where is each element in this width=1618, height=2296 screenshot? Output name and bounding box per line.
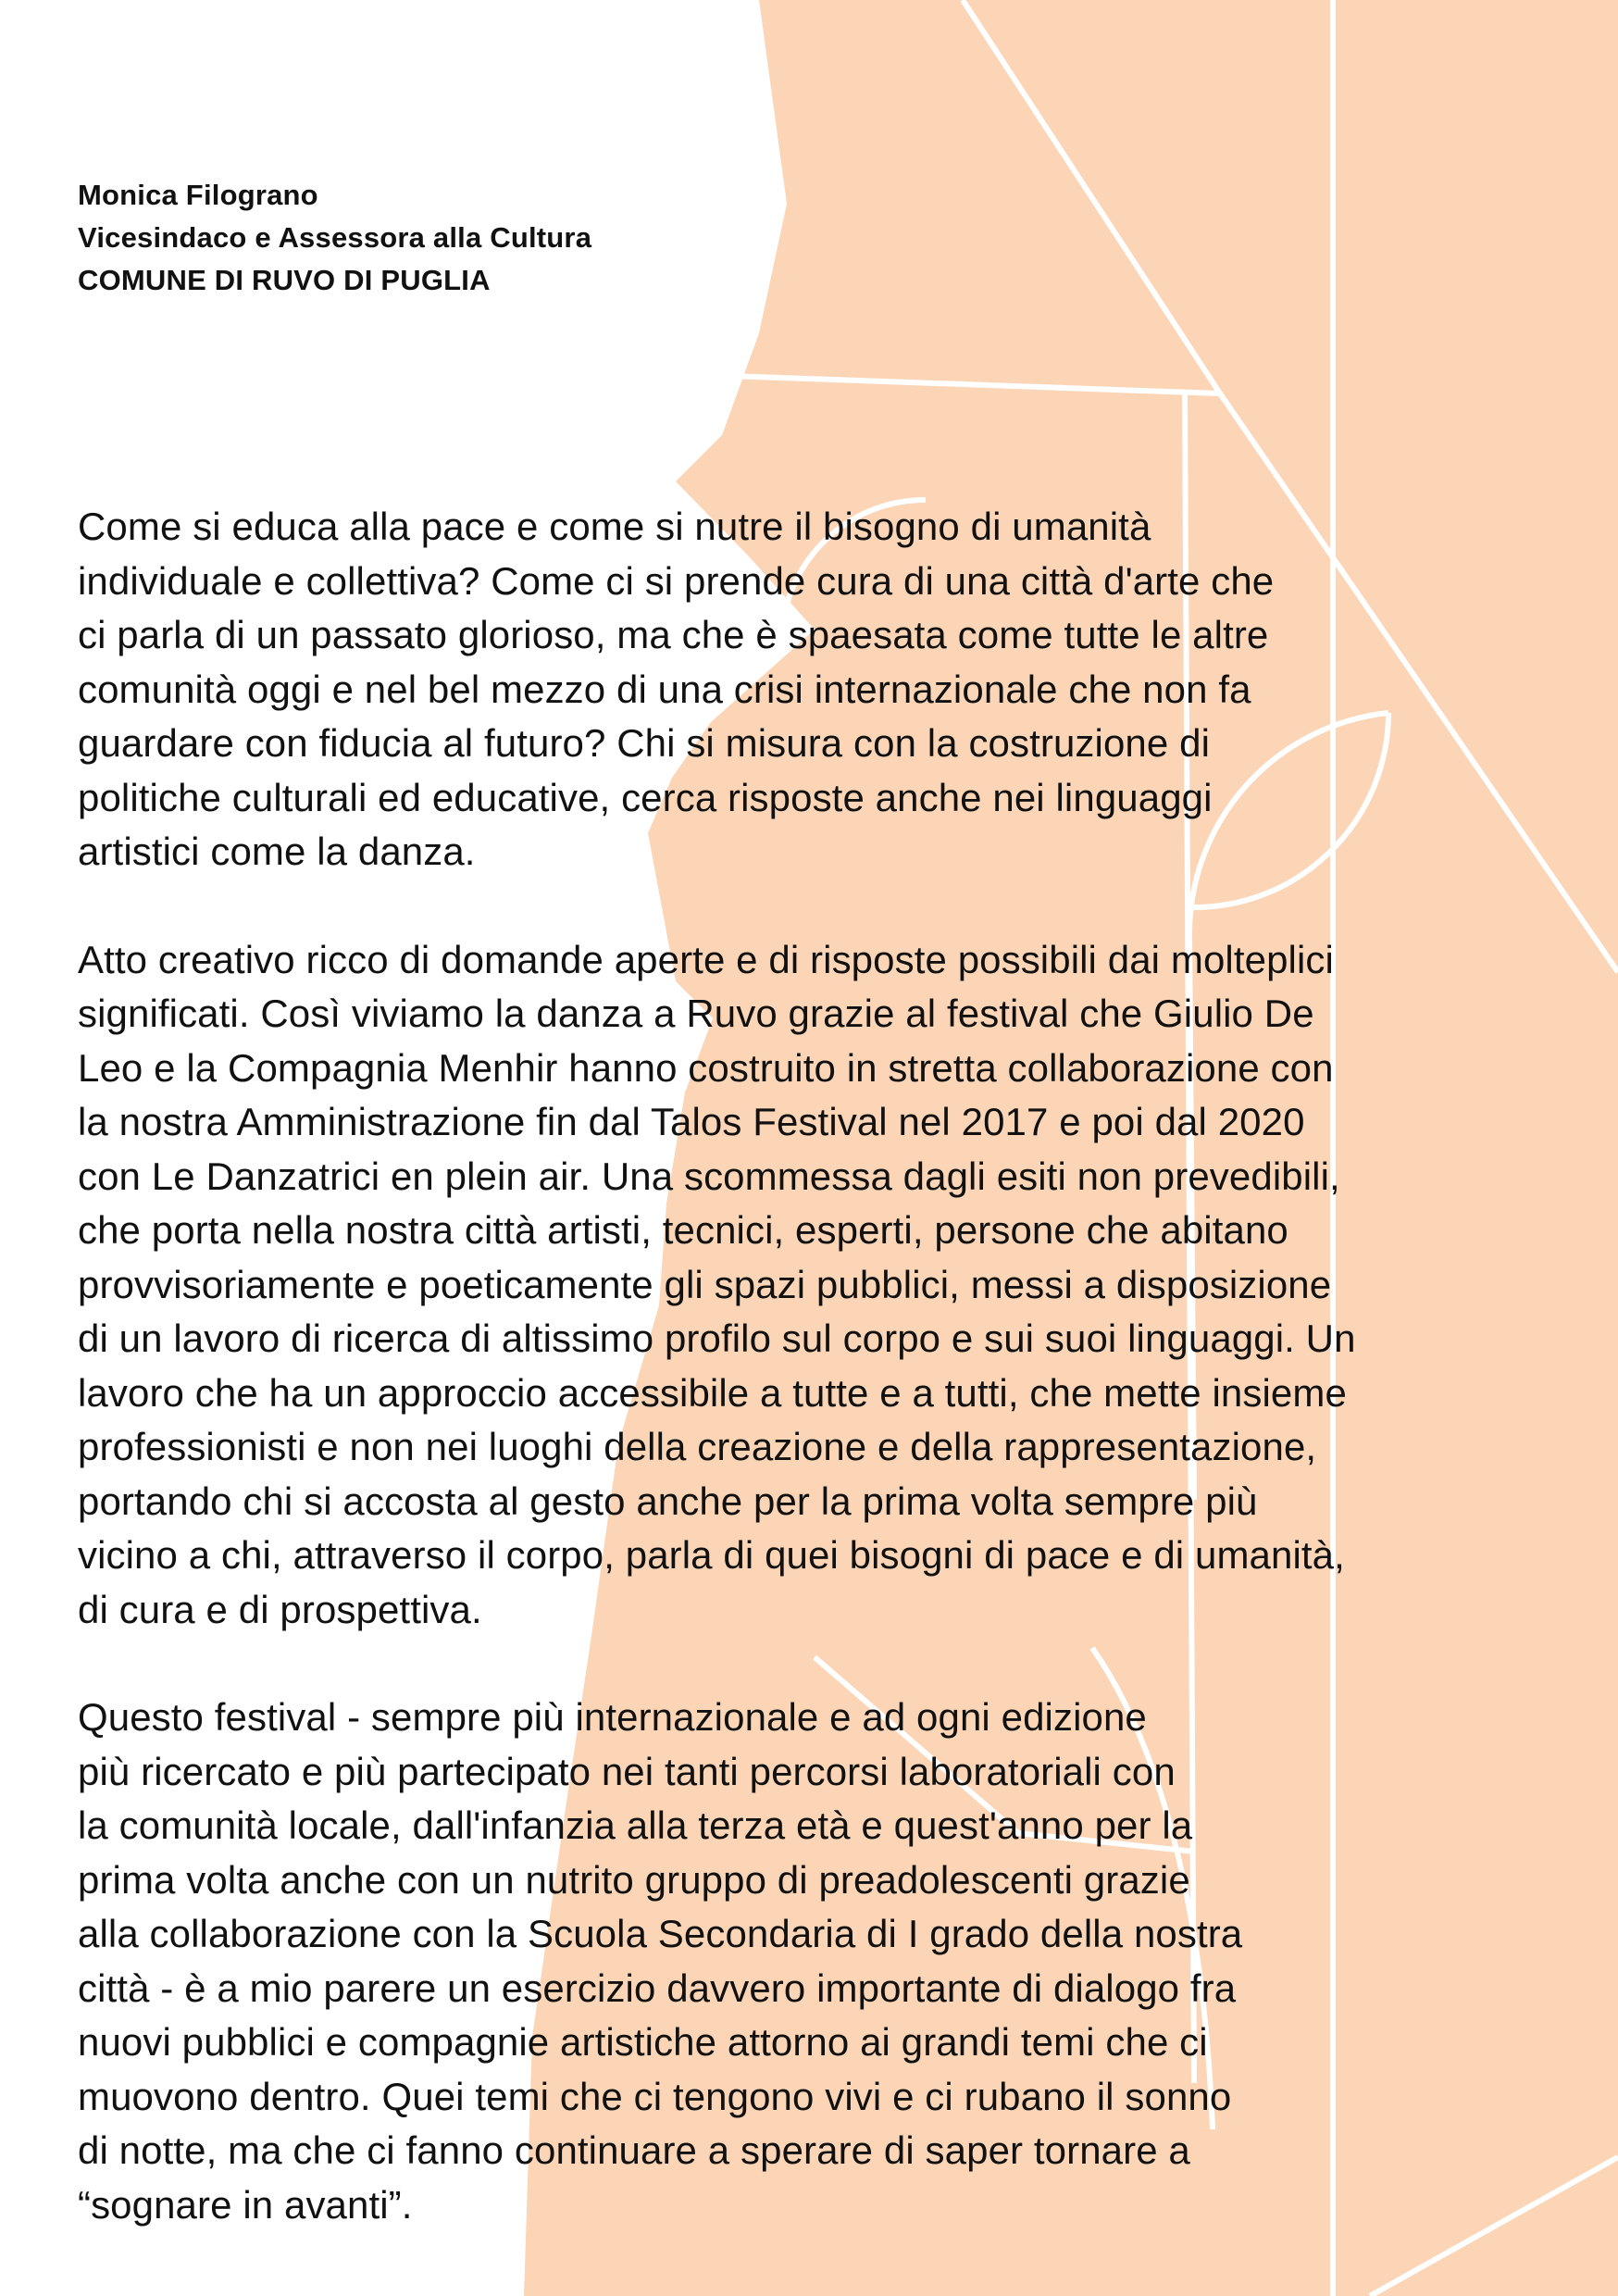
text-line: politiche culturali ed educative, cerca risposte anche nei linguaggi — [78, 775, 1213, 819]
text-line: prima volta anche con un nutrito gruppo di preadolescenti grazie — [78, 1857, 1190, 1902]
text-line: di un lavoro di ricerca di altissimo profilo sul corpo e sui suoi linguaggi. Un — [78, 1316, 1356, 1360]
text-line: nuovi pubblici e compagnie artistiche attorno ai grandi temi che ci — [78, 2020, 1208, 2064]
text-line: significati. Così viviamo la danza a Ruvo grazie al festival che Giulio De — [78, 992, 1314, 1035]
author-name: Monica Filograno — [78, 179, 318, 211]
text-line: di notte, ma che ci fanno continuare a sperare di saper tornare a — [78, 2128, 1190, 2172]
text-line: “sognare in avanti”. — [78, 2182, 413, 2227]
text-line: di cura e di prospettiva. — [78, 1587, 482, 1631]
text-line: Leo e la Compagnia Menhir hanno costruito in stretta collaborazione con — [78, 1045, 1334, 1090]
text-line: guardare con fiducia al futuro? Chi si misura con la costruzione di — [78, 721, 1210, 765]
text-line: la comunità locale, dall'infanzia alla terza età e quest'anno per la — [78, 1803, 1193, 1847]
text-line: con Le Danzatrici en plein air. Una scommessa dagli esiti non prevedibili, — [78, 1154, 1340, 1198]
paragraph-3 — [78, 1691, 1568, 2232]
text-line: comunità oggi e nel bel mezzo di una crisi internazionale che non fa — [78, 667, 1251, 711]
text-line: Come si educa alla pace e come si nutre il bisogno di umanità — [78, 505, 1151, 548]
text-line: vicino a chi, attraverso il corpo, parla di quei bisogni di pace e di umanità, — [78, 1533, 1345, 1577]
text-line: ci parla di un passato glorioso, ma che è spaesata come tutte le altre — [78, 613, 1269, 656]
text-line: professionisti e non nei luoghi della creazione e della rappresentazione, — [78, 1425, 1317, 1468]
text-line: città - è a mio parere un esercizio davvero importante di dialogo fra — [78, 1965, 1237, 2010]
text-line: che porta nella nostra città artisti, tecnici, esperti, persone che abitano — [78, 1208, 1288, 1252]
text-line: muovono dentro. Quei temi che ci tengono vivi e ci rubano il sonno — [78, 2074, 1232, 2118]
text-line: più ricercato e più partecipato nei tanti percorsi laboratoriali con — [78, 1749, 1176, 1793]
text-line: lavoro che ha un approccio accessibile a tutte e a tutti, che mette insieme — [78, 1370, 1347, 1415]
paragraph-1 — [78, 500, 1568, 880]
text-line: portando chi si accosta al gesto anche per la prima volta sempre più — [78, 1479, 1258, 1523]
text-line: individuale e collettiva? Come ci si prende cura di una città d'arte che — [78, 558, 1275, 603]
author-organization: COMUNE DI RUVO DI PUGLIA — [78, 264, 491, 296]
text-line: alla collaborazione con la Scuola Secondaria di I grado della nostra — [78, 1912, 1243, 1955]
text-line: la nostra Amministrazione fin dal Talos Festival nel 2017 e poi dal 2020 — [78, 1100, 1305, 1143]
text-line: artistici come la danza. — [78, 830, 476, 873]
letter-body — [78, 500, 1568, 2286]
text-line: Atto creativo ricco di domande aperte e di risposte possibili dai molteplici — [78, 937, 1334, 981]
author-role: Vicesindaco e Assessora alla Cultura — [78, 221, 592, 254]
paragraph-2 — [78, 933, 1568, 1638]
text-line: provvisoriamente e poeticamente gli spazi pubblici, messi a disposizione — [78, 1262, 1332, 1306]
text-line: Questo festival - sempre più internazionale e ad ogni edizione — [78, 1695, 1147, 1739]
signature-block — [78, 174, 591, 302]
